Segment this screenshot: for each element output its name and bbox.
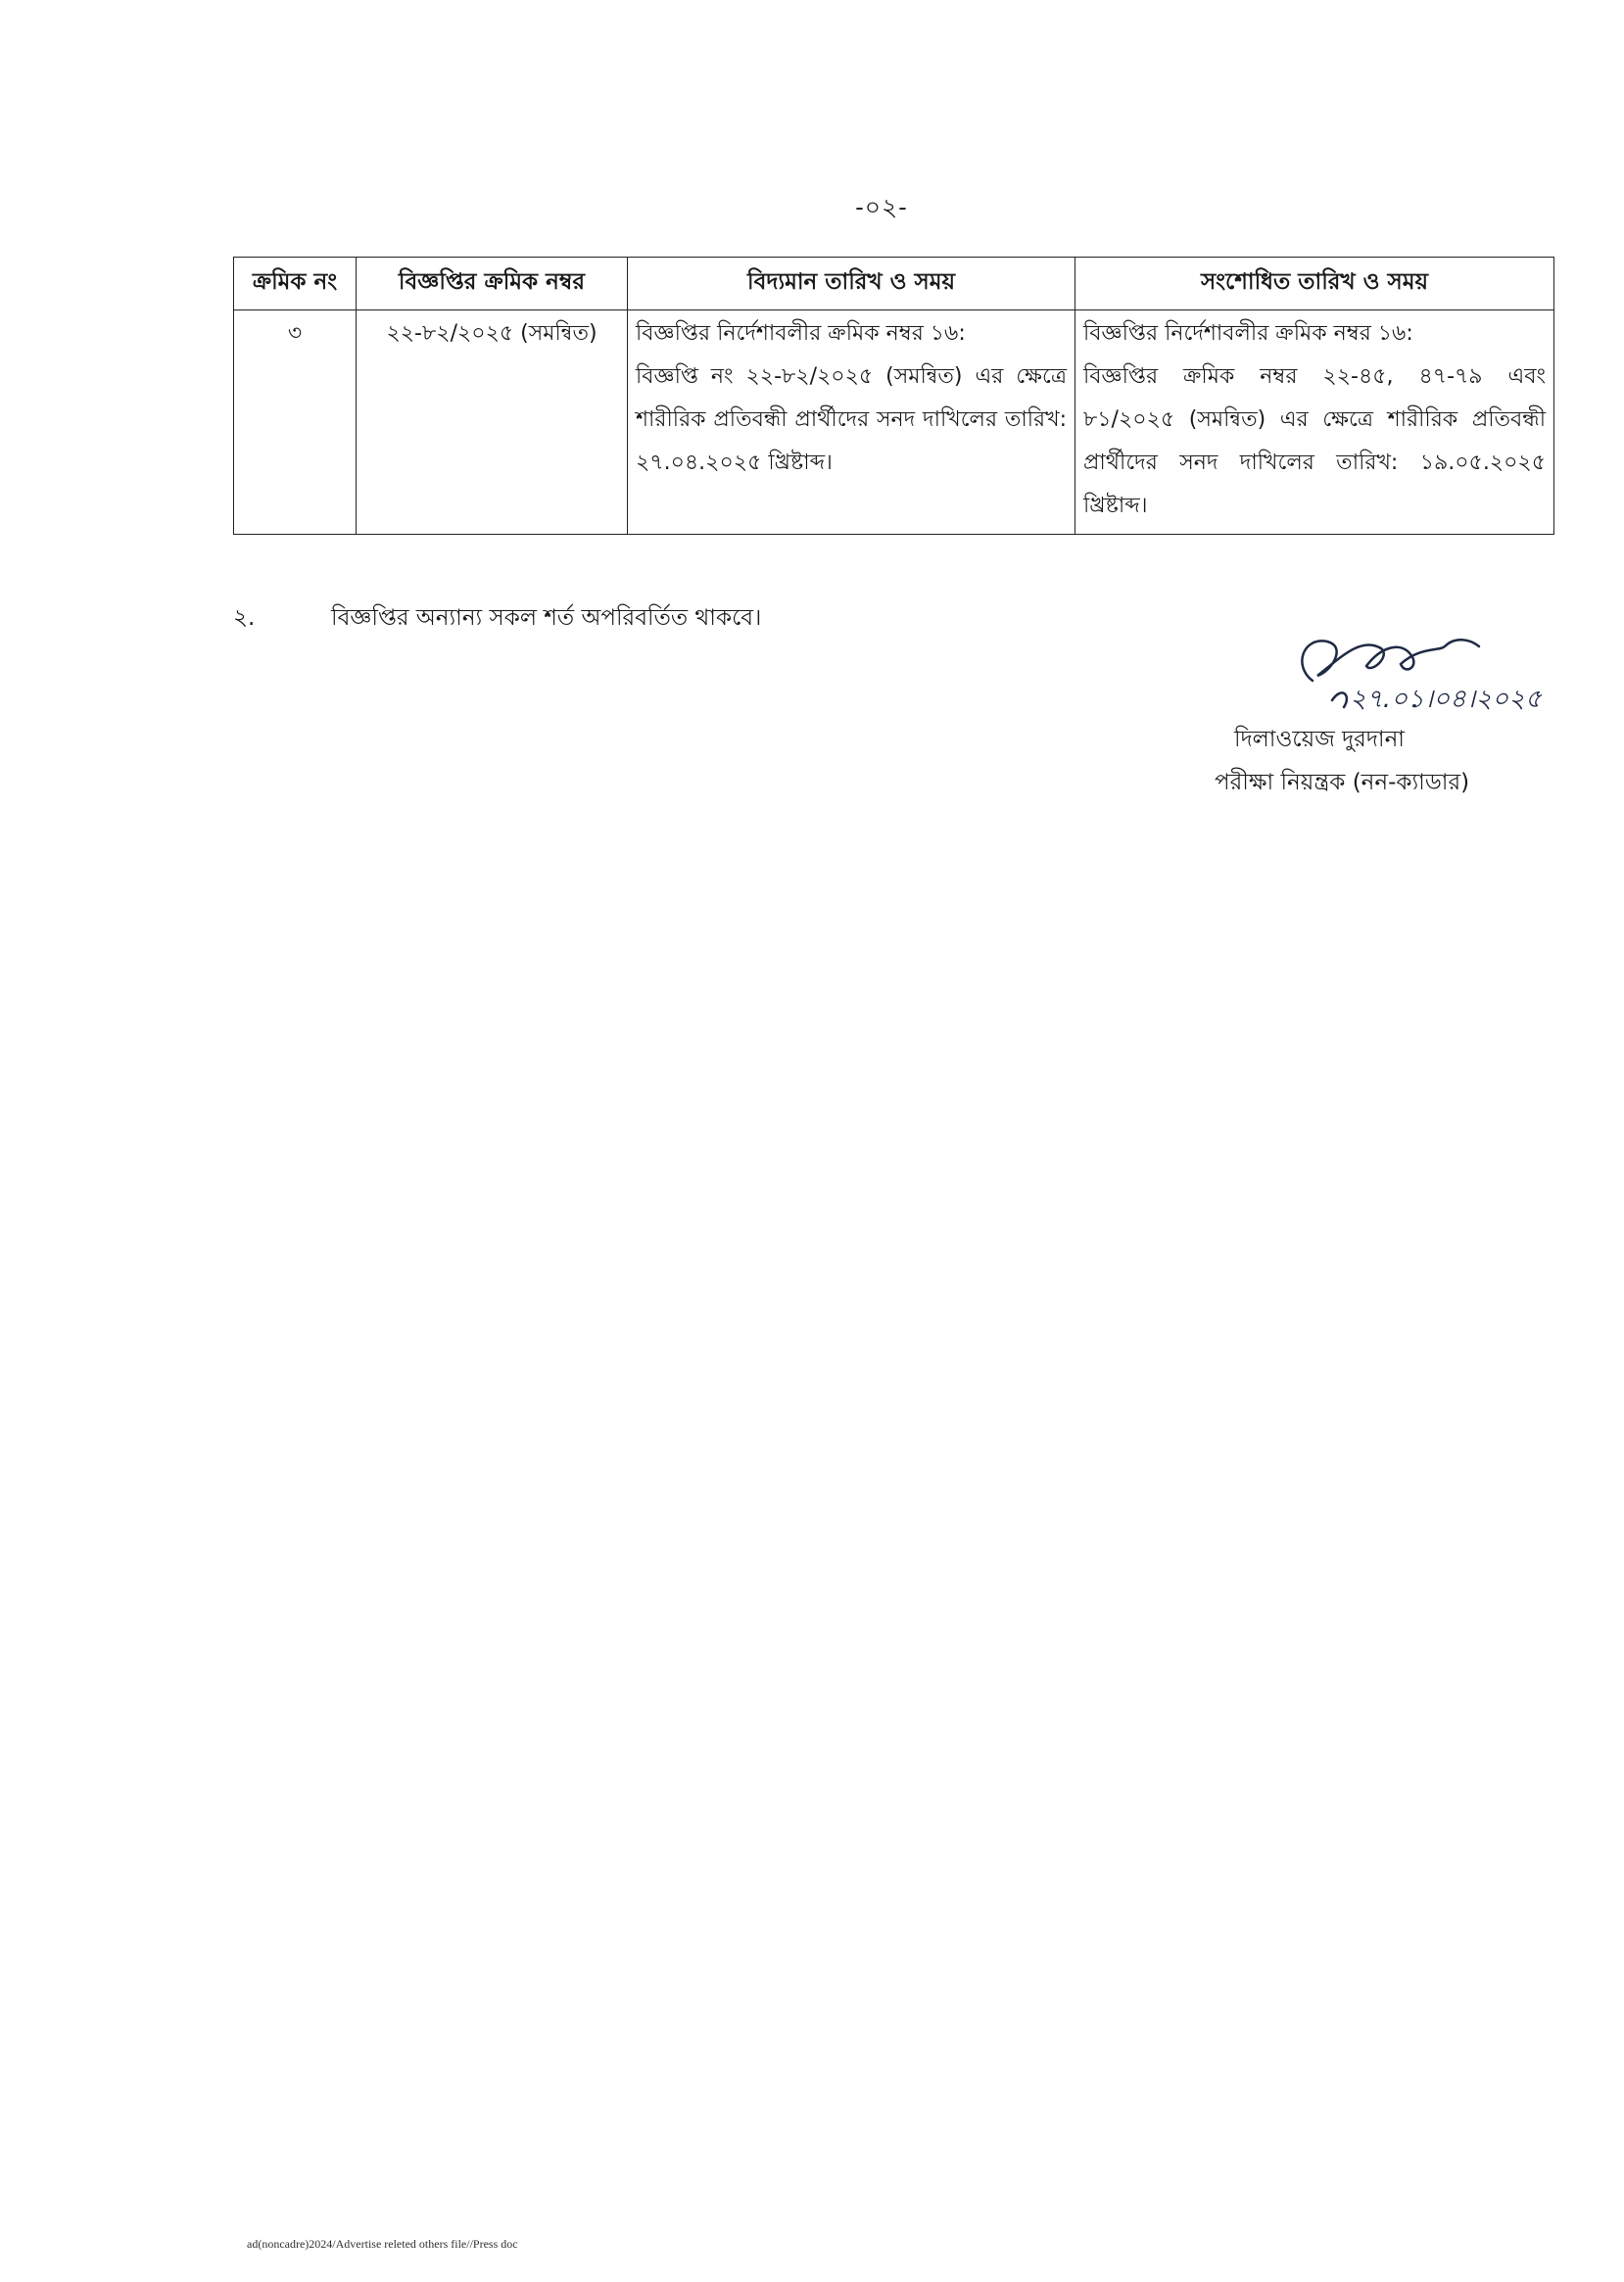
signatory-title: পরীক্ষা নিয়ন্ত্রক (নন-ক্যাডার) [1215, 770, 1470, 795]
clause-number: ২. [233, 605, 256, 631]
handwritten-signature [1273, 627, 1567, 715]
header-existing-date: বিদ্যমান তারিখ ও সময় [628, 258, 1075, 310]
cell-existing [628, 310, 1075, 535]
clause-text: বিজ্ঞপ্তির অন্যান্য সকল শর্ত অপরিবর্তিত থাকবে। [331, 605, 762, 631]
header-notice-number: বিজ্ঞপ্তির ক্রমিক নম্বর [357, 258, 628, 310]
cell-notice-number: ২২-৮২/২০২৫ (সমন্বিত) [357, 310, 628, 535]
cell-revised [1075, 310, 1554, 535]
header-revised-date: সংশোধিত তারিখ ও সময় [1075, 258, 1554, 310]
table-header-row [234, 258, 1554, 310]
header-serial: ক্রমিক নং [234, 258, 357, 310]
existing-heading: বিজ্ঞপ্তির নির্দেশাবলীর ক্রমিক নম্বর ১৬: [636, 321, 966, 346]
signature-date: ২৭.০১।০৪।২০২৫ [1350, 685, 1542, 714]
existing-body: বিজ্ঞপ্তি নং ২২-৮২/২০২৫ (সমন্বিত) এর ক্ষেত্রে শারীরিক প্রতিবন্ধী প্রার্থীদের সনদ দাখিলের তারিখ: ২৭.০৪.২০২৫ খ্রিষ্টাব্দ। [636, 364, 1067, 475]
signatory-name: দিলাওয়েজ দুরদানা [1234, 727, 1405, 752]
page-number: -০২- [855, 193, 908, 221]
cell-serial: ৩ [234, 310, 357, 535]
revised-body: বিজ্ঞপ্তির ক্রমিক নম্বর ২২-৪৫, ৪৭-৭৯ এবং ৮১/২০২৫ (সমন্বিত) এর ক্ষেত্রে শারীরিক প্রতিবন্ধী প্রার্থীদের সনদ দাখিলের তারিখ: ১৯.০৫.২০২৫ খ্রিষ্টাব্দ। [1083, 364, 1546, 518]
table-row [234, 310, 1554, 535]
revised-heading: বিজ্ঞপ্তির নির্দেশাবলীর ক্রমিক নম্বর ১৬: [1083, 321, 1413, 346]
notice-table [233, 257, 1554, 535]
footer-file-path: ad(noncadre)2024/Advertise releted others file//Press doc [247, 2237, 518, 2251]
